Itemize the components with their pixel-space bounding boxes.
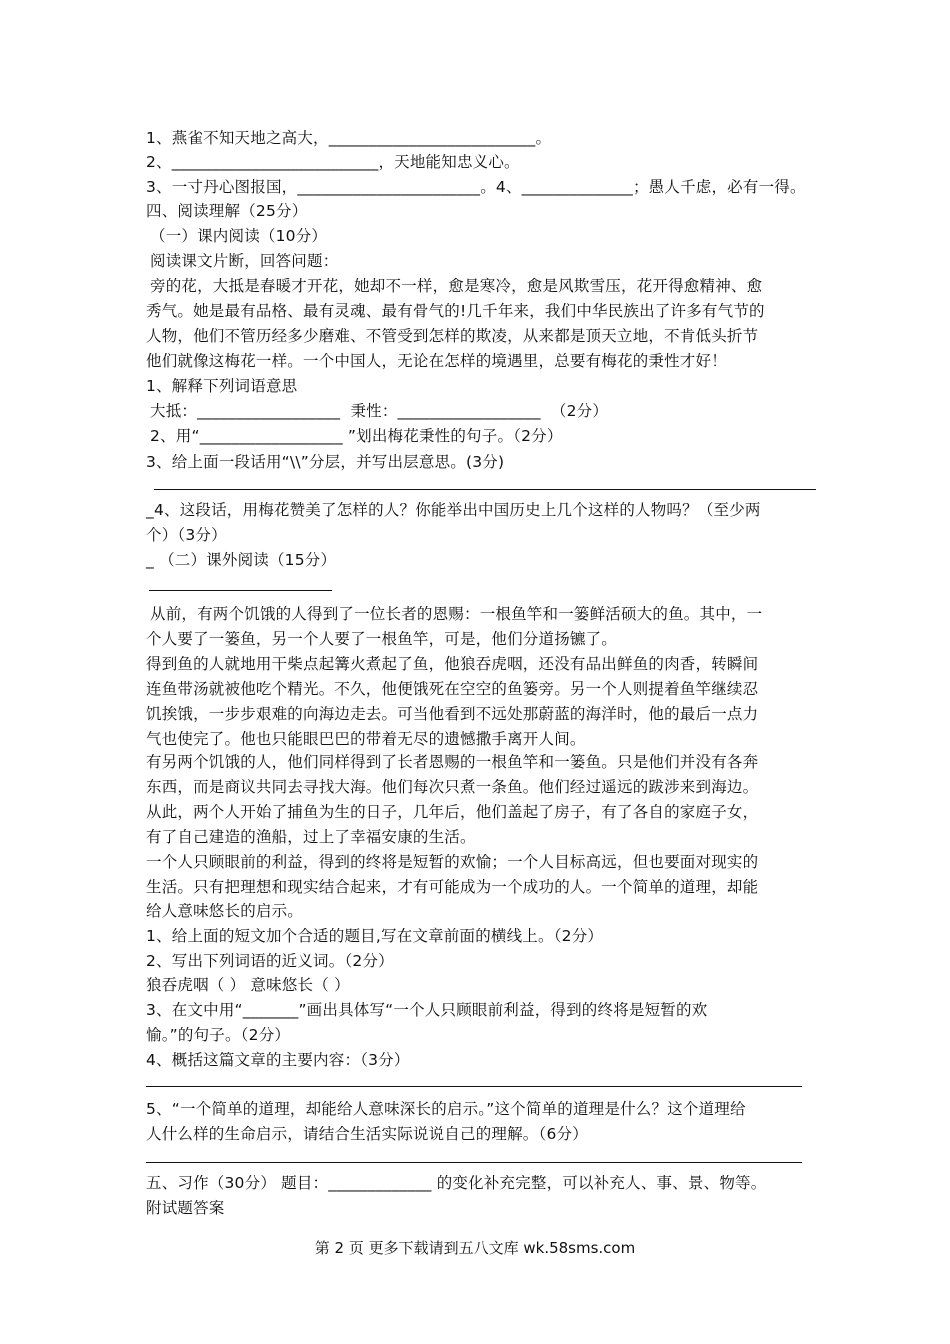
answer-line: [146, 1162, 802, 1163]
section-5-title: 五、习作（30分） 题目：_____________ 的变化补充完整，可以补充人、事、景、物等。: [146, 1174, 767, 1192]
passage-2-line: 从此，两个人开始了捕鱼为生的日子，几年后，他们盖起了房子，有了各自的家庭子女，: [146, 803, 759, 821]
passage-1-line: 人物，他们不管历经多少磨难、不管受到怎样的欺凌，从来都是顶天立地，不肯低头折节: [146, 327, 759, 345]
passage-2-line: 得到鱼的人就地用干柴点起篝火煮起了鱼，他狼吞虎咽，还没有品出鲜鱼的肉香，转瞬间: [146, 655, 759, 673]
fill-question-1: 1、燕雀不知天地之高大，__________________________。: [146, 129, 552, 147]
passage-2-line: 连鱼带汤就被他吃个精光。不久，他便饿死在空空的鱼篓旁。另一个人则提着鱼竿继续忍: [146, 680, 759, 698]
answer-line: [146, 1086, 802, 1087]
fill-question-2: 2、__________________________，天地能知忠义心。: [146, 153, 520, 171]
part-1-question-4: _4、这段话，用梅花赞美了怎样的人？你能举出中国历史上几个这样的人物吗？（至少两: [146, 501, 761, 519]
passage-2-line: 生活。只有把理想和现实结合起来，才有可能成为一个成功的人。一个简单的道理，却能: [146, 878, 759, 896]
passage-2-line: 饥挨饿，一步步艰难的向海边走去。可当他看到不远处那蔚蓝的海洋时，他的最后一点力: [146, 705, 759, 723]
passage-1-line: 他们就像这梅花一样。一个中国人，无论在怎样的境遇里，总要有梅花的秉性才好！: [146, 352, 727, 370]
title-answer-line: [149, 590, 332, 591]
answer-line: [154, 489, 816, 490]
part-2-question-2: 2、写出下列词语的近义词。（2分）: [146, 952, 394, 970]
part-2-question-2-words: 狼吞虎咽（ ） 意味悠长（ ）: [146, 976, 350, 994]
passage-2-line: 给人意味悠长的启示。: [146, 902, 304, 920]
part-1-question-2: 2、用“__________________ ”划出梅花秉性的句子。（2分）: [150, 427, 563, 445]
part-2-question-1: 1、给上面的短文加个合适的题目,写在文章前面的横线上。（2分）: [146, 927, 604, 945]
passage-2-line: 一个人只顾眼前的利益，得到的终将是短暂的欢愉；一个人目标高远，但也要面对现实的: [146, 853, 759, 871]
passage-2-line: 从前，有两个饥饿的人得到了一位长者的恩赐：一根鱼竿和一篓鲜活硕大的鱼。其中，一: [150, 605, 763, 623]
part-2-question-5-cont: 人什么样的生命启示，请结合生活实际说说自己的理解。（6分）: [146, 1125, 588, 1143]
passage-2-line: 东西，而是商议共同去寻找大海。他们每次只煮一条鱼。他们经过遥远的跋涉来到海边。: [146, 778, 759, 796]
part-2-title: _ （二）课外阅读（15分）: [146, 551, 337, 569]
answers-heading: 附试题答案: [146, 1199, 225, 1217]
part-1-question-1: 1、解释下列词语意思: [146, 377, 298, 395]
passage-2-line: 个人要了一篓鱼，另一个人要了一根鱼竿，可是，他们分道扬镳了。: [146, 630, 618, 648]
part-2-question-5: 5、“一个简单的道理，却能给人意味深长的启示。”这个简单的道理是什么？这个道理给: [146, 1100, 746, 1118]
part-1-question-4-cont: 个）（3分）: [146, 526, 227, 544]
section-4-title: 四、阅读理解（25分）: [146, 202, 308, 220]
part-1-question-3: 3、给上面一段话用“\\”分层，并写出层意思。(3分): [146, 453, 505, 471]
part-1-question-1-words: 大抵：__________________ 秉性：__________________ （2分）: [150, 402, 609, 420]
part-2-question-3-cont: 愉。”的句子。（2分）: [146, 1026, 291, 1044]
passage-2-line: 气也使完了。他也只能眼巴巴的带着无尽的遗憾撒手离开人间。: [146, 730, 586, 748]
part-2-question-4: 4、概括这篇文章的主要内容：（3分）: [146, 1051, 410, 1069]
fill-question-3-4: 3、一寸丹心图报国，_______________________。4、______________；愚人千虑，必有一得。: [146, 178, 806, 196]
passage-1-line: 旁的花，大抵是春暖才开花，她却不一样，愈是寒冷，愈是风欺雪压，花开得愈精神、愈: [150, 277, 763, 295]
part-1-title: （一）课内阅读（10分）: [150, 227, 328, 245]
part-2-question-3: 3、在文中用“_______”画出具体写“一个人只顾眼前利益，得到的终将是短暂的欢: [146, 1001, 708, 1019]
passage-2-line: 有另两个饥饿的人，他们同样得到了长者恩赐的一根鱼竿和一篓鱼。只是他们并没有各奔: [146, 753, 759, 771]
passage-2-line: 有了自己建造的渔船，过上了幸福安康的生活。: [146, 828, 476, 846]
part-1-instruction: 阅读课文片断，回答问题：: [150, 252, 339, 270]
page-footer: 第 2 页 更多下载请到五八文库 wk.58sms.com: [314, 1239, 636, 1257]
passage-1-line: 秀气。她是最有品格、最有灵魂、最有骨气的!几千年来，我们中华民族出了许多有气节的: [146, 302, 765, 320]
